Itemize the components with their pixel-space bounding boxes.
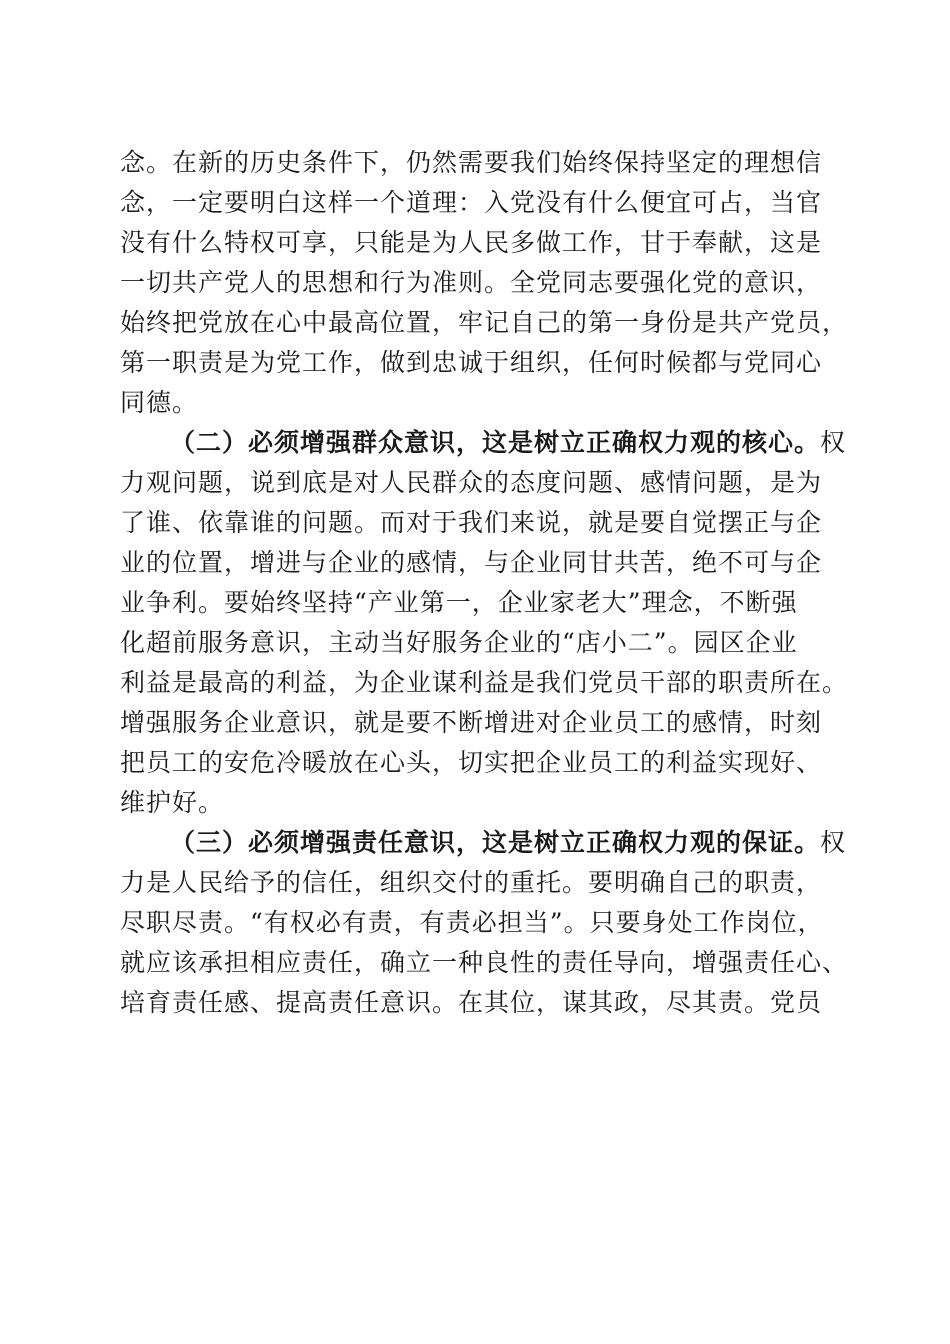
heading-line-rest: 权: [820, 428, 847, 457]
text-line: 尽职尽责。“有权必有责，有责必担当”。只要身处工作岗位，: [120, 908, 824, 937]
document-body: [120, 143, 849, 1023]
section-heading-3: （三）必须增强责任意识，这是树立正确权力观的保证。: [170, 828, 821, 857]
text-line: 没有什么特权可享，只能是为人民多做工作，甘于奉献，这是: [120, 228, 823, 257]
text-line: 把员工的安危冷暖放在心头，切实把企业员工的利益实现好、: [120, 748, 823, 777]
heading-line-rest: 权: [820, 828, 847, 857]
text-line: 第一职责是为党工作，做到忠诚于组织，任何时候都与党同心: [120, 348, 823, 377]
paragraph-3: [120, 823, 849, 1023]
section-heading-line: [120, 823, 847, 863]
text-line: 力观问题，说到底是对人民群众的态度问题、感情问题，是为: [120, 468, 823, 497]
text-line: 了谁、依靠谁的问题。而对于我们来说，就是要自觉摆正与企: [120, 508, 823, 537]
text-line: 业的位置，增进与企业的感情，与企业同甘共苦，绝不可与企: [120, 548, 823, 577]
text-line: 念。在新的历史条件下，仍然需要我们始终保持坚定的理想信: [120, 148, 823, 177]
text-line: 始终把党放在心中最高位置，牢记自己的第一身份是共产党员，: [120, 308, 849, 337]
text-line: 业争利。要始终坚持“产业第一，企业家老大”理念，不断强: [120, 588, 798, 617]
paragraph-2: [120, 423, 849, 823]
paragraph-1: [120, 143, 849, 423]
text-line: 同德。: [120, 388, 199, 417]
section-heading-2: （二）必须增强群众意识，这是树立正确权力观的核心。: [170, 428, 821, 457]
text-line: 增强服务企业意识，就是要不断增进对企业员工的感情，时刻: [120, 708, 823, 737]
text-line: 维护好。: [120, 788, 225, 817]
text-line: 力是人民给予的信任，组织交付的重托。要明确自己的职责，: [120, 868, 823, 897]
text-line: 化超前服务意识，主动当好服务企业的“店小二”。园区企业: [120, 628, 798, 657]
text-line: 利益是最高的利益，为企业谋利益是我们党员干部的职责所在。: [120, 668, 849, 697]
text-line: 就应该承担相应责任，确立一种良性的责任导向，增强责任心、: [120, 948, 849, 977]
section-heading-line: [120, 423, 847, 463]
text-line: 念，一定要明白这样一个道理：入党没有什么便宜可占，当官: [120, 188, 823, 217]
text-line: 一切共产党人的思想和行为准则。全党同志要强化党的意识，: [120, 268, 823, 297]
text-line: 培育责任感、提高责任意识。在其位，谋其政，尽其责。党员: [120, 988, 823, 1017]
